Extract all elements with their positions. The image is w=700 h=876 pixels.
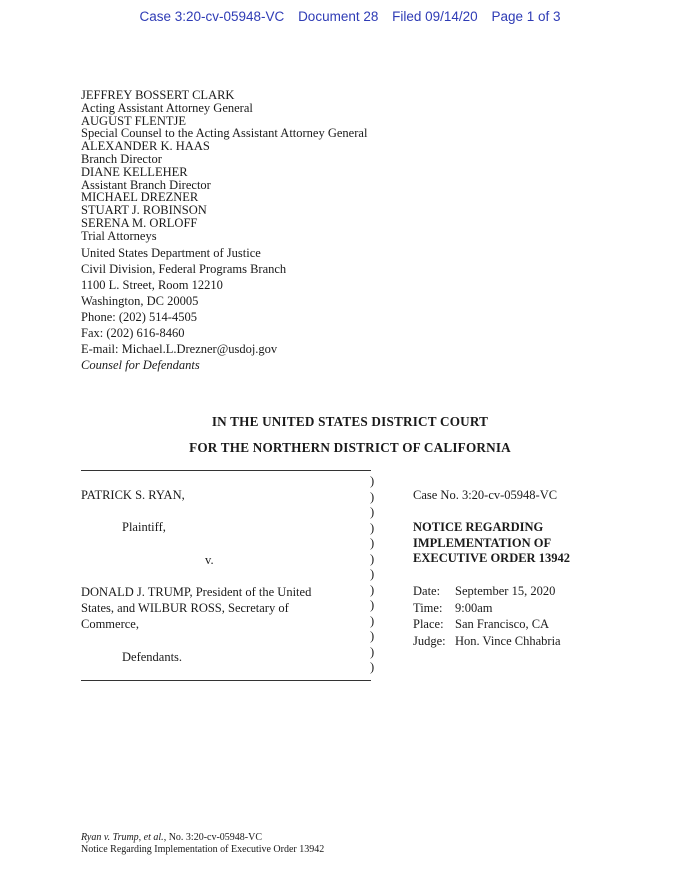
- paren: ): [370, 567, 375, 581]
- counsel-line: ALEXANDER K. HAAS: [81, 139, 210, 154]
- footer-case-name: Ryan v. Trump, et al.: [81, 832, 164, 843]
- notice-title-line: IMPLEMENTATION OF: [413, 535, 552, 550]
- counsel-block: [81, 89, 367, 373]
- paren: ): [370, 505, 375, 519]
- counsel-line: SERENA M. ORLOFF: [81, 215, 198, 230]
- filed-date-stamp: Filed 09/14/20: [392, 9, 478, 24]
- filing-header: [0, 9, 700, 24]
- caption-bottom-rule: [81, 680, 371, 681]
- counsel-line: AUGUST FLENTJE: [81, 113, 186, 128]
- versus: v.: [205, 553, 214, 567]
- email-line: E-mail: Michael.L.Drezner@usdoj.gov: [81, 341, 278, 356]
- caption-top-rule: [81, 470, 371, 471]
- counsel-line: Trial Attorneys: [81, 228, 157, 243]
- paren: ): [370, 551, 375, 566]
- defendants-line: States, and WILBUR ROSS, Secretary of: [81, 601, 289, 615]
- case-number: Case No. 3:20-cv-05948-VC: [413, 488, 558, 502]
- counsel-role: Counsel for Defendants: [81, 357, 200, 372]
- defendants-role: Defendants.: [122, 650, 183, 664]
- counsel-line: JEFFREY BOSSERT CLARK: [81, 88, 235, 102]
- counsel-line: Branch Director: [81, 151, 162, 166]
- court-title-line-2: FOR THE NORTHERN DISTRICT OF CALIFORNIA: [189, 440, 511, 455]
- paren: ): [370, 520, 375, 535]
- defendants-names: [81, 584, 311, 632]
- document-number-stamp: Document 28: [298, 9, 379, 24]
- defendants-line: DONALD J. TRUMP, President of the United: [81, 585, 312, 599]
- hearing-info: [413, 583, 561, 649]
- time-label: Time:: [413, 600, 443, 615]
- phone-line: Phone: (202) 514-4505: [81, 309, 197, 324]
- date-label: Date:: [413, 584, 441, 598]
- address-line: United States Department of Justice: [81, 245, 261, 260]
- address-line: Civil Division, Federal Programs Branch: [81, 261, 287, 276]
- page-footer: [81, 832, 324, 856]
- address-line: 1100 L. Street, Room 12210: [81, 277, 223, 292]
- court-title-line-1: IN THE UNITED STATES DISTRICT COURT: [211, 414, 489, 429]
- counsel-line: STUART J. ROBINSON: [81, 203, 207, 218]
- defendants-line: Commerce,: [81, 617, 139, 631]
- hearing-place: San Francisco, CA: [455, 617, 550, 631]
- paren: ): [370, 613, 375, 628]
- paren: ): [370, 629, 375, 643]
- notice-title-line: NOTICE REGARDING: [413, 520, 544, 534]
- address-line: Washington, DC 20005: [81, 293, 199, 308]
- paren: ): [370, 536, 375, 550]
- counsel-line: Assistant Branch Director: [81, 177, 211, 192]
- paren: ): [370, 660, 375, 674]
- notice-title: [413, 520, 570, 567]
- counsel-line: Acting Assistant Attorney General: [81, 100, 253, 115]
- case-number-stamp: Case 3:20-cv-05948-VC: [139, 9, 285, 24]
- counsel-line: DIANE KELLEHER: [81, 164, 188, 179]
- paren: ): [370, 598, 375, 612]
- counsel-line: MICHAEL DREZNER: [81, 190, 199, 205]
- page-count-stamp: Page 1 of 3: [491, 9, 561, 24]
- notice-title-line: EXECUTIVE ORDER 13942: [413, 551, 570, 565]
- fax-line: Fax: (202) 616-8460: [81, 325, 185, 340]
- counsel-line: Special Counsel to the Acting Assistant Attorney General: [81, 126, 368, 141]
- place-label: Place:: [413, 617, 444, 631]
- paren: ): [370, 582, 375, 597]
- judge-label: Judge:: [413, 633, 446, 648]
- paren: ): [370, 474, 375, 488]
- paren: ): [370, 644, 375, 659]
- caption-parenthesis-column: [370, 474, 374, 676]
- footer-document-title: Notice Regarding Implementation of Executive Order 13942: [81, 844, 325, 855]
- paren: ): [370, 489, 375, 504]
- hearing-date: September 15, 2020: [455, 584, 556, 598]
- hearing-judge: Hon. Vince Chhabria: [455, 633, 561, 648]
- plaintiff-role: Plaintiff,: [122, 520, 166, 534]
- footer-case-number: , No. 3:20-cv-05948-VC: [163, 832, 263, 843]
- plaintiff-name: PATRICK S. RYAN,: [81, 488, 185, 502]
- hearing-time: 9:00am: [455, 600, 493, 615]
